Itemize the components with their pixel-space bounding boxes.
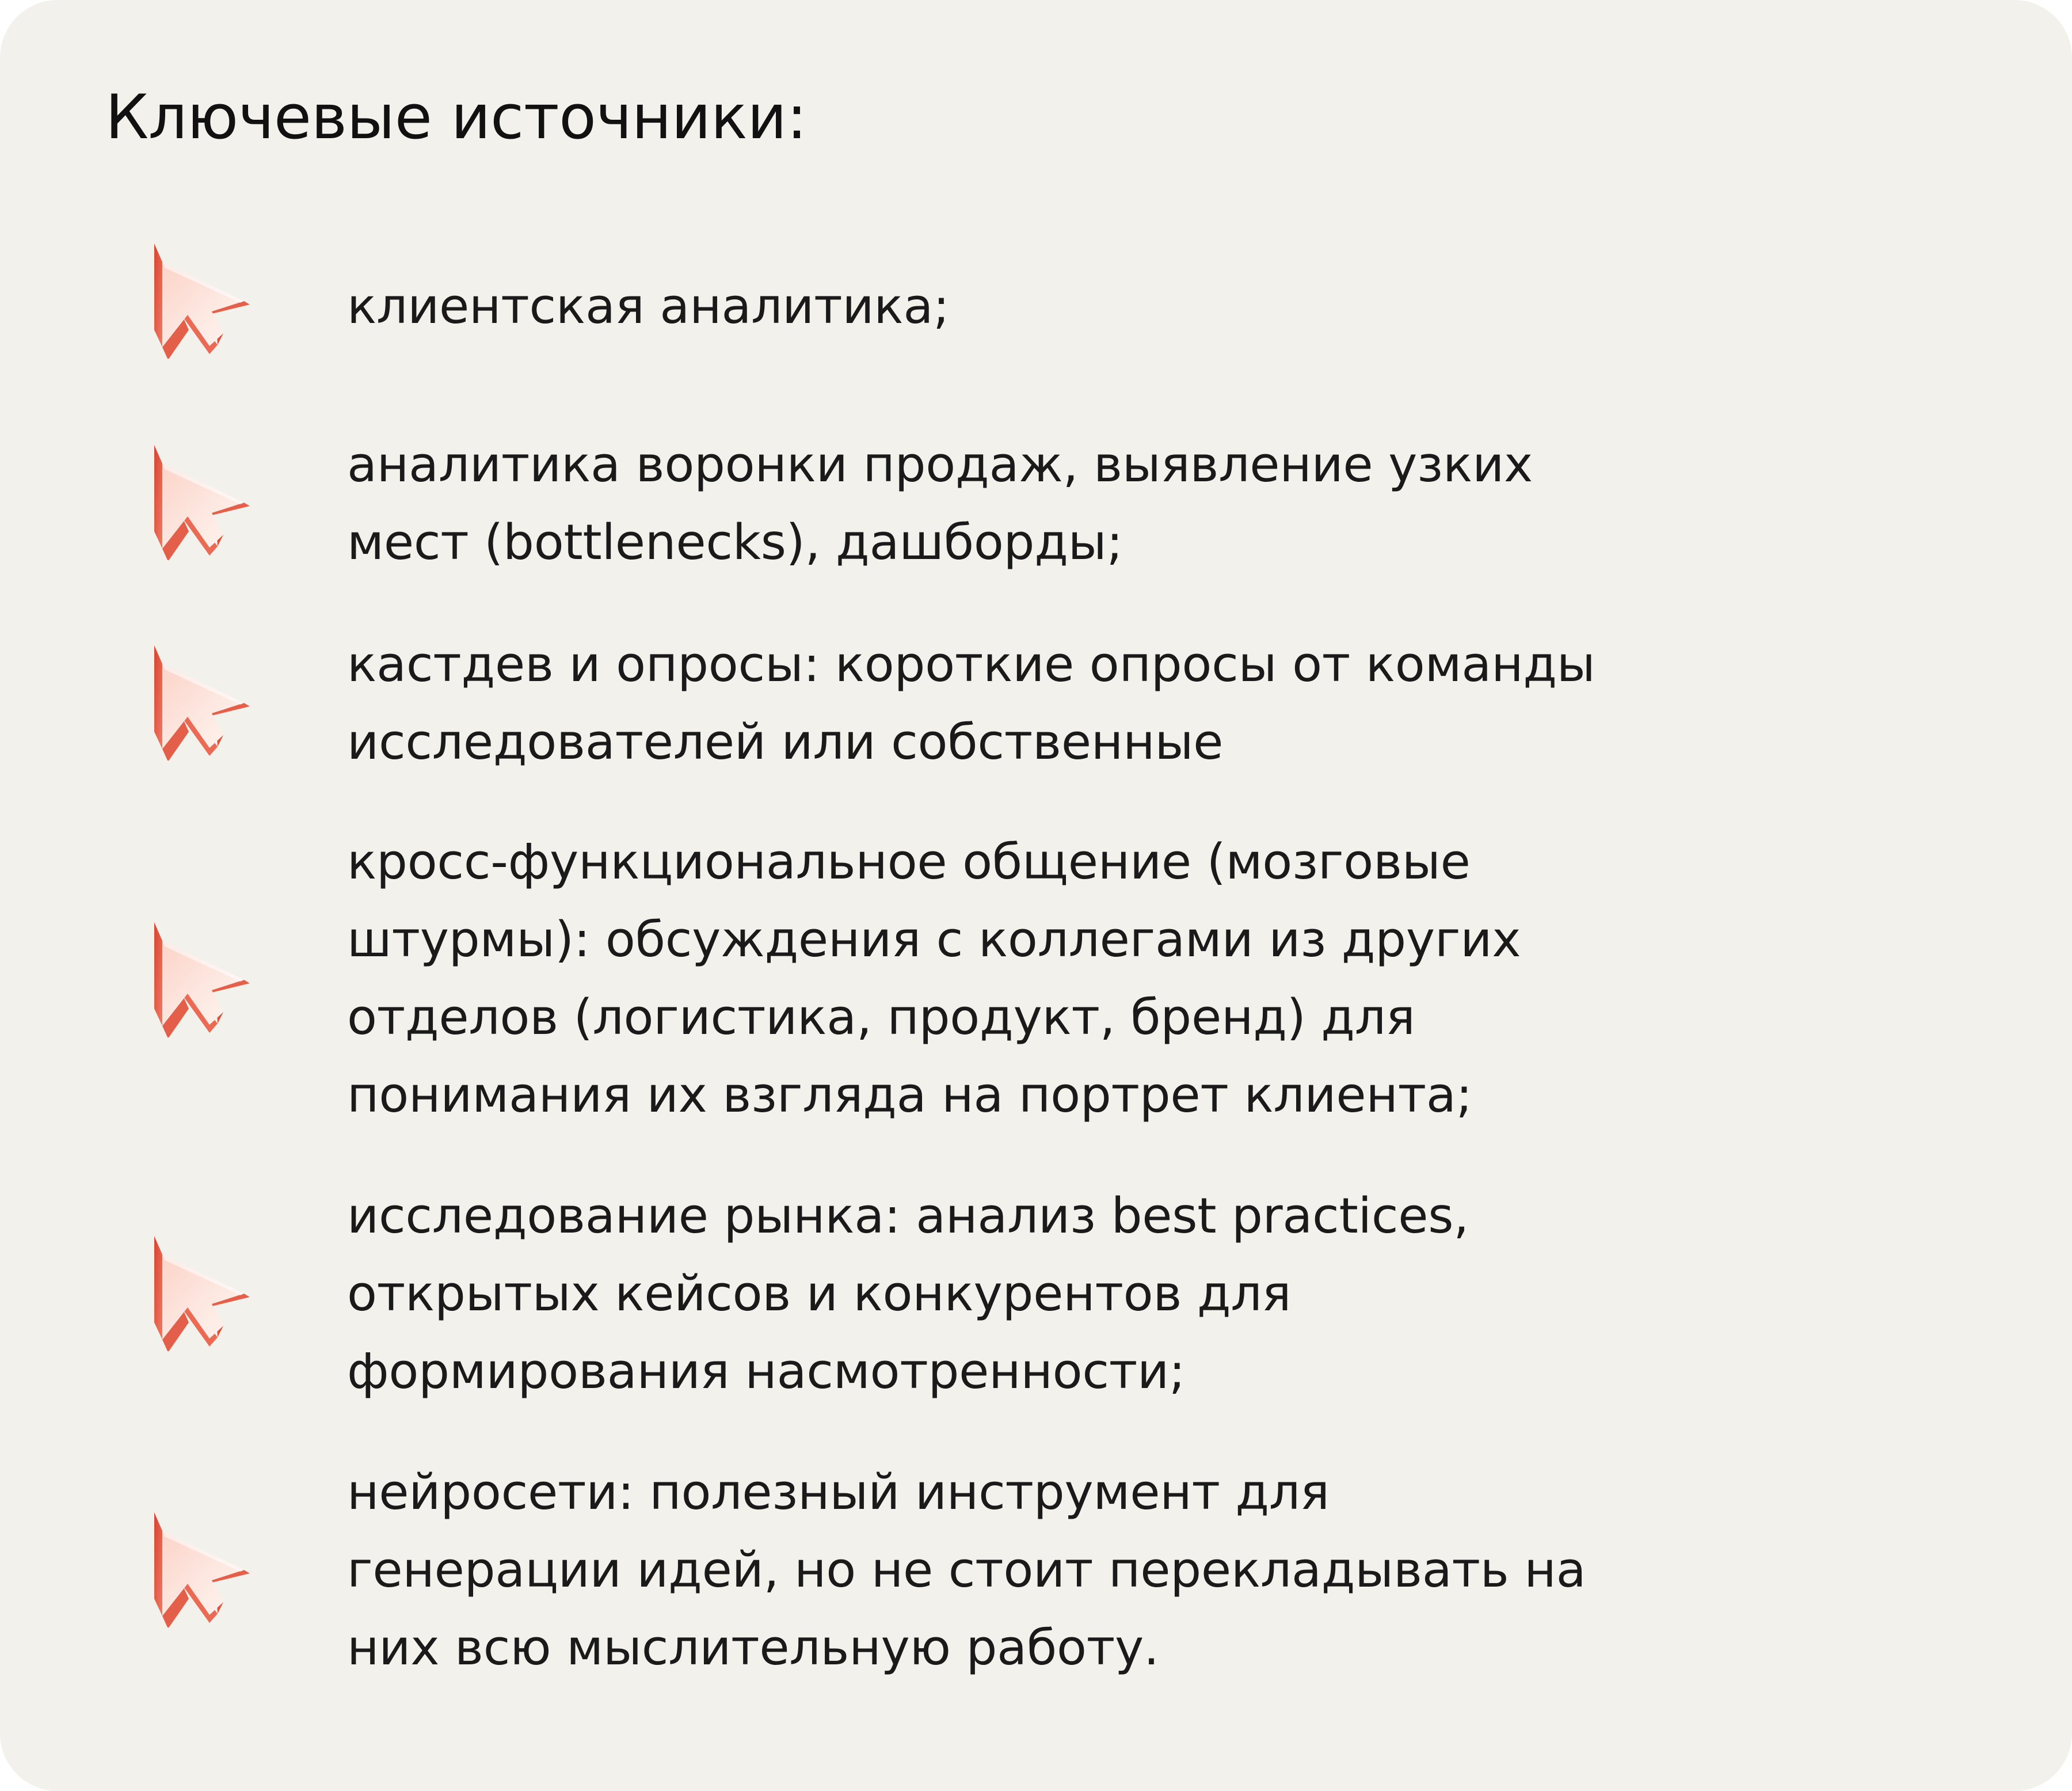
list-item-line: штурмы): обсуждения с коллегами из других	[347, 911, 1521, 968]
page-title: Ключевые источники:	[105, 82, 807, 153]
cursor-arrow-icon	[154, 1236, 252, 1351]
list-item-text	[347, 626, 1728, 781]
list-item-line: исследование рынка: анализ best practices,	[347, 1188, 1469, 1245]
cursor-arrow-icon	[154, 645, 252, 760]
list-item-text	[347, 268, 1728, 345]
list-item-line: генерации идей, но не стоит перекладывать на	[347, 1542, 1586, 1599]
list-item-line: кастдев и опросы: короткие опросы от команды	[347, 636, 1595, 693]
list-item-line: понимания их взгляда на портрет клиента;	[347, 1067, 1472, 1124]
list-item-line: аналитика воронки продаж, выявление узких	[347, 436, 1533, 493]
cursor-arrow-icon	[154, 244, 252, 359]
list-item-text	[347, 823, 1728, 1134]
cursor-arrow-icon	[154, 922, 252, 1037]
list-item-line: кросс-функциональное общение (мозговые	[347, 834, 1471, 891]
list-item-line: клиентская аналитика;	[347, 278, 950, 335]
list-item-line: формирования насмотренности;	[347, 1343, 1186, 1400]
list-item-line: отделов (логистика, продукт, бренд) для	[347, 989, 1415, 1046]
list-item-line: них всю мыслительную работу.	[347, 1619, 1159, 1676]
list-item-line: открытых кейсов и конкурентов для	[347, 1265, 1292, 1322]
list-item-line: исследователей или собственные	[347, 714, 1224, 771]
list-item-line: нейросети: полезный инструмент для	[347, 1464, 1330, 1521]
list-item-text	[347, 1454, 1728, 1687]
list-item-line: мест (bottlenecks), дашборды;	[347, 514, 1123, 571]
cursor-arrow-icon	[154, 1512, 252, 1628]
list-item-text	[347, 1177, 1728, 1410]
list-item-text	[347, 426, 1728, 581]
cursor-arrow-icon	[154, 445, 252, 560]
